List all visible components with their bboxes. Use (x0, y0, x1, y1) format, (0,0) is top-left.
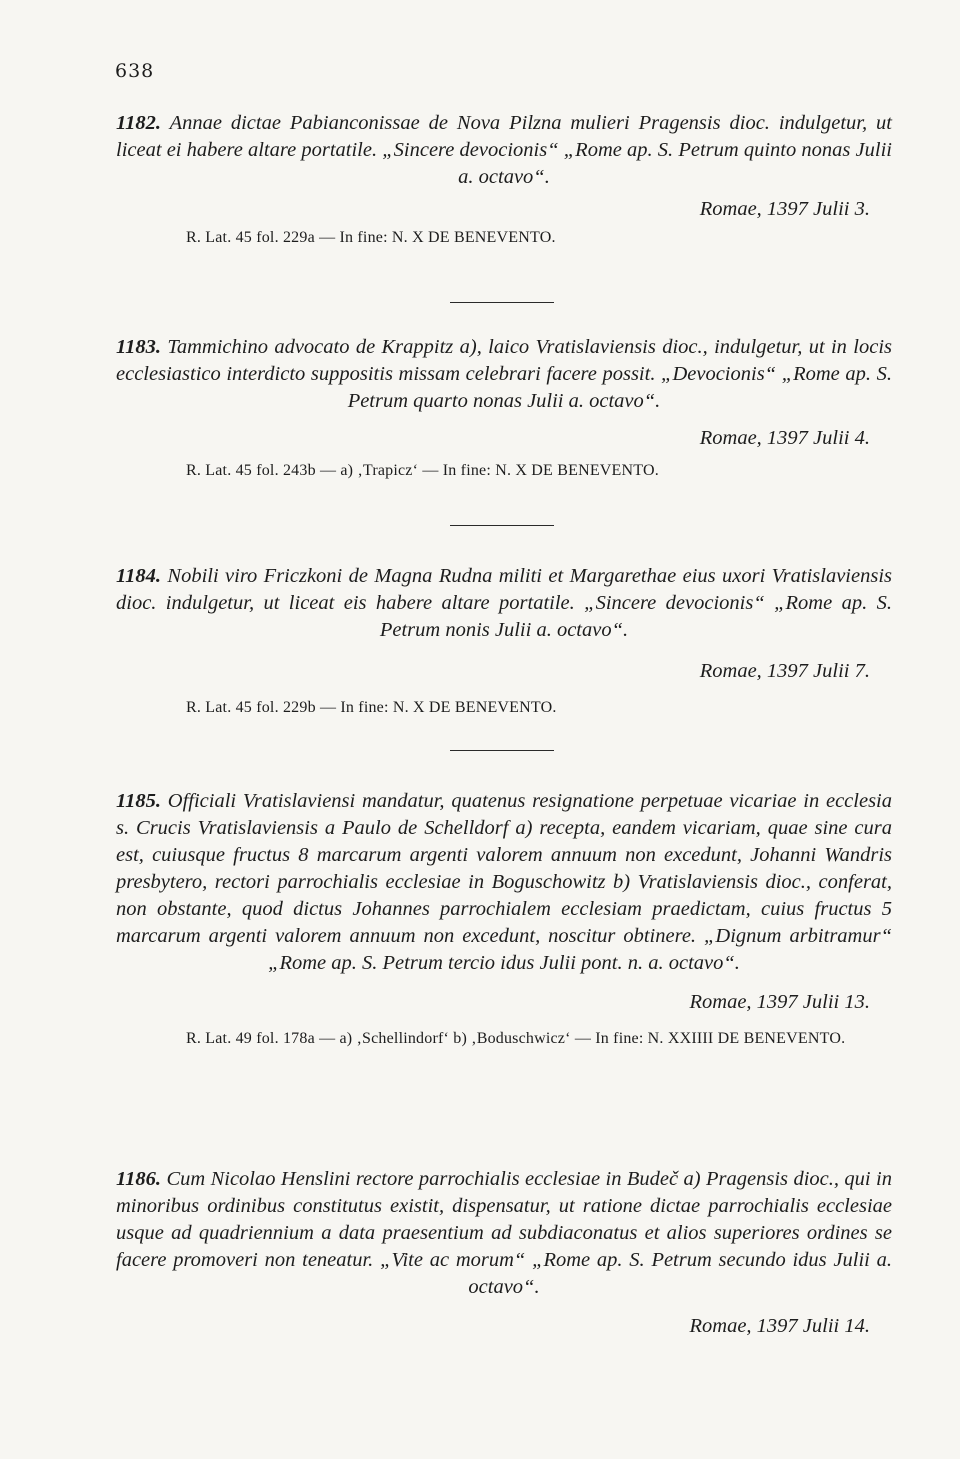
entry-source: R. Lat. 45 fol. 243b — a) ‚Trapicz‘ — In fine: N. X DE BENEVENTO. (186, 462, 659, 479)
entry-date: Romae, 1397 Julii 3. (699, 198, 870, 220)
entry-1184 (116, 563, 892, 719)
entry-source: R. Lat. 49 fol. 178a — a) ‚Schellindorf‘ b) ‚Boduschwicz‘ — In fine: N. XXIIII DE BENEVENTO. (186, 1030, 846, 1047)
divider (450, 302, 554, 303)
entry-number: 1182. (116, 112, 161, 134)
entry-number: 1183. (116, 336, 161, 358)
entry-body: Officiali Vratislaviensi mandatur, quatenus resignatione perpetuae vicariae in ecclesia s. Crucis Vratislaviensis a Paulo de Schelldorf a) recepta, eandem vicariam, quae sine cura est, cuiusque fructus 8 marcarum argenti valorem annuum non excedunt, Johanni Wandris presbytero, rectori parrochialis ecclesiae in Boguschowitz b) Vratislaviensis dioc., conferat, non obstante, quod dictus Johannes parrochialem ecclesiam praedictam, cuius fructus 5 marcarum argenti valorem annuum non excedunt, noscitur obtinere. „Dignum arbitramur“ „Rome ap. S. Petrum tercio idus Julii pont. n. a. octavo“. (116, 790, 892, 974)
entry-1182 (116, 110, 892, 249)
entry-number: 1186. (116, 1168, 161, 1190)
entry-date: Romae, 1397 Julii 14. (689, 1315, 870, 1337)
entry-body: Tammichino advocato de Krappitz a), laico Vratislaviensis dioc., indulgetur, ut in locis ecclesiastico interdicto suppositis missam celebrari facere possit. „Devocionis“ „Rome ap. S. Petrum quarto nonas Julii a. octavo“. (116, 336, 892, 412)
entry-1186 (116, 1166, 892, 1340)
entry-number: 1185. (116, 790, 161, 812)
entry-date: Romae, 1397 Julii 7. (699, 660, 870, 682)
entry-1185 (116, 788, 892, 1050)
entry-source: R. Lat. 45 fol. 229b — In fine: N. X DE BENEVENTO. (186, 699, 557, 716)
page-number: 638 (115, 60, 155, 82)
entry-body: Annae dictae Pabianconissae de Nova Pilzna mulieri Pragensis dioc. indulgetur, ut liceat ei habere altare portatile. „Sincere devocionis“ „Rome ap. S. Petrum quinto nonas Julii a. octavo“. (116, 112, 892, 188)
entry-1183 (116, 334, 892, 482)
entry-date: Romae, 1397 Julii 4. (699, 427, 870, 449)
divider (450, 750, 554, 751)
entry-date: Romae, 1397 Julii 13. (689, 991, 870, 1013)
entry-number: 1184. (116, 565, 161, 587)
entry-source: R. Lat. 45 fol. 229a — In fine: N. X DE BENEVENTO. (186, 229, 556, 246)
entry-body: Nobili viro Friczkoni de Magna Rudna militi et Margarethae eius uxori Vratislaviensis dioc. indulgetur, ut liceat eis habere altare portatile. „Sincere devocionis“ „Rome ap. S. Petrum nonis Julii a. octavo“. (116, 565, 892, 641)
entry-body: Cum Nicolao Henslini rectore parrochialis ecclesiae in Budeč a) Pragensis dioc., qui in minoribus ordinibus constitutus existit, dispensatur, ut ratione dictae parrochialis ecclesiae usque ad quadriennium a data praesentium ad subdiaconatus et alios superiores ordines se facere promoveri non teneatur. „Vite ac morum“ „Rome ap. S. Petrum secundo idus Julii a. octavo“. (116, 1168, 893, 1298)
divider (450, 525, 554, 526)
